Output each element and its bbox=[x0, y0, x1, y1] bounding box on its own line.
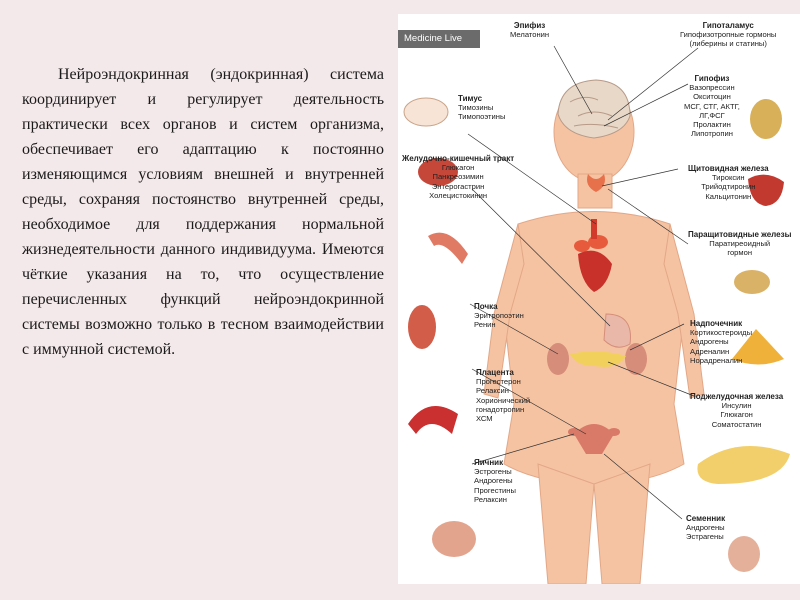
label-epiphysis: Эпифиз Мелатонин bbox=[510, 21, 550, 40]
body-paragraph: Нейроэндокринная (эндокринная) система координирует и регулирует деятельность практически всех органов и систем организма, обеспечивает его адаптацию к постоянно изменяющимся условиям внешней и внутренней среды, сохраняя постоянство внутренней среды, необходимое для поддержания нормальной жизнедеятельности данного индивидуума. Имеются чёткие указания на то, что осуществление перечисленных функций нейроэндокринной системы возможно только в тесном взаимодействии с иммунной системой. bbox=[22, 66, 384, 358]
label-pancreas: Поджелудочная железа Инсулин Глюкагон Соматостатин bbox=[690, 392, 784, 429]
label-adrenal: Надпочечник Кортикостероиды Андрогены Адреналин Норадреналин bbox=[690, 319, 753, 365]
label-parathyroid: Паращитовидные железы Паратиреоидный гормон bbox=[688, 230, 792, 258]
label-kidney: Почка Эритропоэтин Ренин bbox=[474, 302, 524, 330]
label-hypothalamus: Гипоталамус Гипофизотропные гормоны (либерины и статины) bbox=[680, 21, 777, 49]
brain bbox=[558, 80, 630, 138]
human-body bbox=[484, 82, 704, 584]
label-thymus: Тимус Тимозины Тимопоэтины bbox=[458, 94, 506, 122]
label-placenta: Плацента Прогестерон Релаксин Хорионический гонадотропин ХСМ bbox=[476, 368, 531, 424]
watermark: Medicine Live bbox=[398, 30, 480, 48]
endocrine-system-illustration bbox=[398, 14, 800, 584]
label-pituitary: Гипофиз Вазопрессин Окситоцин МСГ, СТГ, АКТГ, ЛГ,ФСГ Пролактин Липотропин bbox=[684, 74, 740, 139]
label-testis: Семенник Андрогены Эстрагены bbox=[686, 514, 726, 542]
label-ovary: Яичник Эстрогены Андрогены Прогестины Релаксин bbox=[474, 458, 516, 504]
label-thyroid: Щитовидная железа Тироксин Трийодтиронин Кальцитонин bbox=[688, 164, 769, 201]
label-gi-tract: Желудочно-кишечный тракт Глюкагон Панкреозимин Энтерогастрин Холецистокинин bbox=[402, 154, 515, 200]
